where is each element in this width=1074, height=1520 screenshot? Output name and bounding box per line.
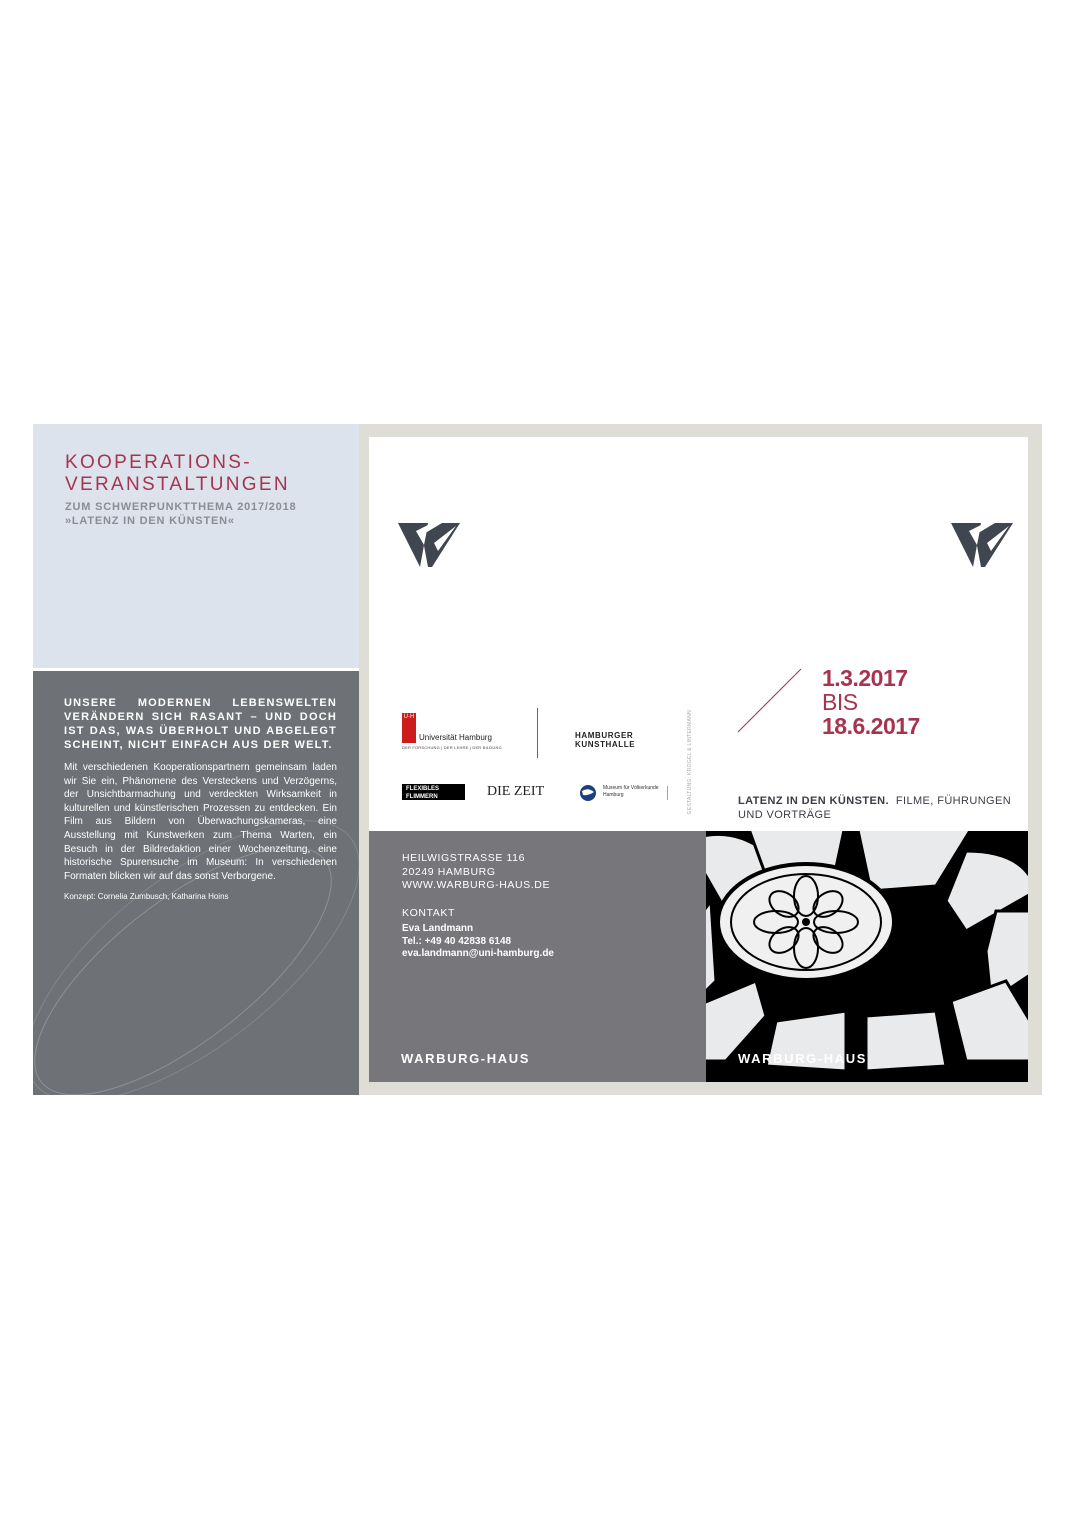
kunsthalle-line-1: HAMBURGER [575, 731, 634, 740]
contact-tel: Tel.: +49 40 42838 6148 [402, 935, 512, 947]
logo-separator [537, 708, 538, 758]
rosette-window-image [706, 831, 1028, 1082]
mvh-line-2: Hamburg [603, 792, 624, 798]
brand-back: WARBURG-HAUS [401, 1051, 530, 1066]
address-city: 20249 HAMBURG [402, 865, 496, 878]
mvh-line-1: Museum für Völkerkunde [603, 785, 659, 791]
date-end: 18.6.2017 [822, 713, 920, 739]
kunsthalle-line-2: KUNSTHALLE [575, 740, 636, 749]
cover-subtitle-rest: FILME, FÜHRUNGEN UND VORTRÄGE [738, 795, 1012, 821]
subtitle-line-2: »LATENZ IN DEN KÜNSTEN« [65, 515, 235, 527]
subtitle-line-1: ZUM SCHWERPUNKTTHEMA 2017/2018 [65, 501, 297, 513]
date-start: 1.3.2017 [822, 665, 908, 691]
mvh-logo [603, 785, 659, 799]
contact-email: eva.landmann@uni-hamburg.de [402, 948, 554, 959]
warburg-logo-icon-cover [951, 521, 1013, 567]
kunsthalle-logo [575, 731, 635, 749]
mvh-globe-icon [578, 784, 600, 802]
white-area [369, 437, 1028, 831]
uh-tagline: DER FORSCHUNG | DER LEHRE | DER BILDUNG [402, 745, 502, 750]
address-street: HEILWIGSTRASSE 116 [402, 852, 526, 864]
contact-block [402, 923, 554, 961]
title-line-1: KOOPERATIONS- [65, 452, 252, 473]
address-block [402, 852, 550, 893]
contact-name: Eva Landmann [402, 923, 474, 934]
contact-label: KONTAKT [402, 907, 456, 919]
rosette-window-photo [706, 831, 1028, 1082]
uh-logo-icon: U·H [402, 713, 416, 743]
cooperation-title [65, 452, 290, 496]
concept-credit: Konzept: Cornelia Zumbusch, Katharina Hoins [64, 892, 229, 901]
title-line-2: VERANSTALTUNGEN [65, 474, 290, 495]
flexibles-flimmern-logo [402, 784, 465, 800]
design-credit: GESTALTUNG: KROGEL & LINTERMANN [687, 710, 693, 815]
address-web: WWW.WARBURG-HAUS.DE [402, 879, 551, 891]
zeit-logo: DIE ZEIT [487, 784, 545, 799]
brand-cover: WARBURG-HAUS [738, 1051, 867, 1066]
warburg-logo-icon [398, 521, 460, 567]
flexibles-label: FLEXIBLES FLIMMERN [406, 786, 440, 800]
gold-mark [667, 786, 668, 800]
body-text: Mit verschiedenen Kooperationspartnern gemeinsam laden wir Sie ein, Phänomene des Versteckens und Verzögerns, der Unsichtbarmachung und verdeckten Wirksamkeit in kulturellen und künstlerischen Prozessen zu entdecken. Ein Film aus Bildern von Überwachungskameras, eine Ausstellung mit Kunstwerken zum Thema Warten, ein Besuch in der Bildredaktion einer Wochenzeitung, eine historische Spurensuche im Museum: In verschiedenen Formaten blicken wir auf das sonst Verborgene. [64, 762, 337, 882]
cover-subtitle-bold: LATENZ IN DEN KÜNSTEN. [738, 795, 889, 807]
uh-name: Universität Hamburg [419, 733, 492, 742]
date-bis: BIS [822, 689, 858, 715]
intro-text: UNSERE MODERNEN LEBENSWELTEN VERÄNDERN SICH RASANT – UND DOCH IST DAS, WAS ÜBERHOLT UND ABGELEGT SCHEINT, NICHT EINFACH AUS DER WELT. [64, 697, 337, 751]
cover-subtitle [738, 794, 1018, 822]
cooperation-subtitle [65, 500, 296, 528]
diagonal-line [737, 668, 803, 734]
